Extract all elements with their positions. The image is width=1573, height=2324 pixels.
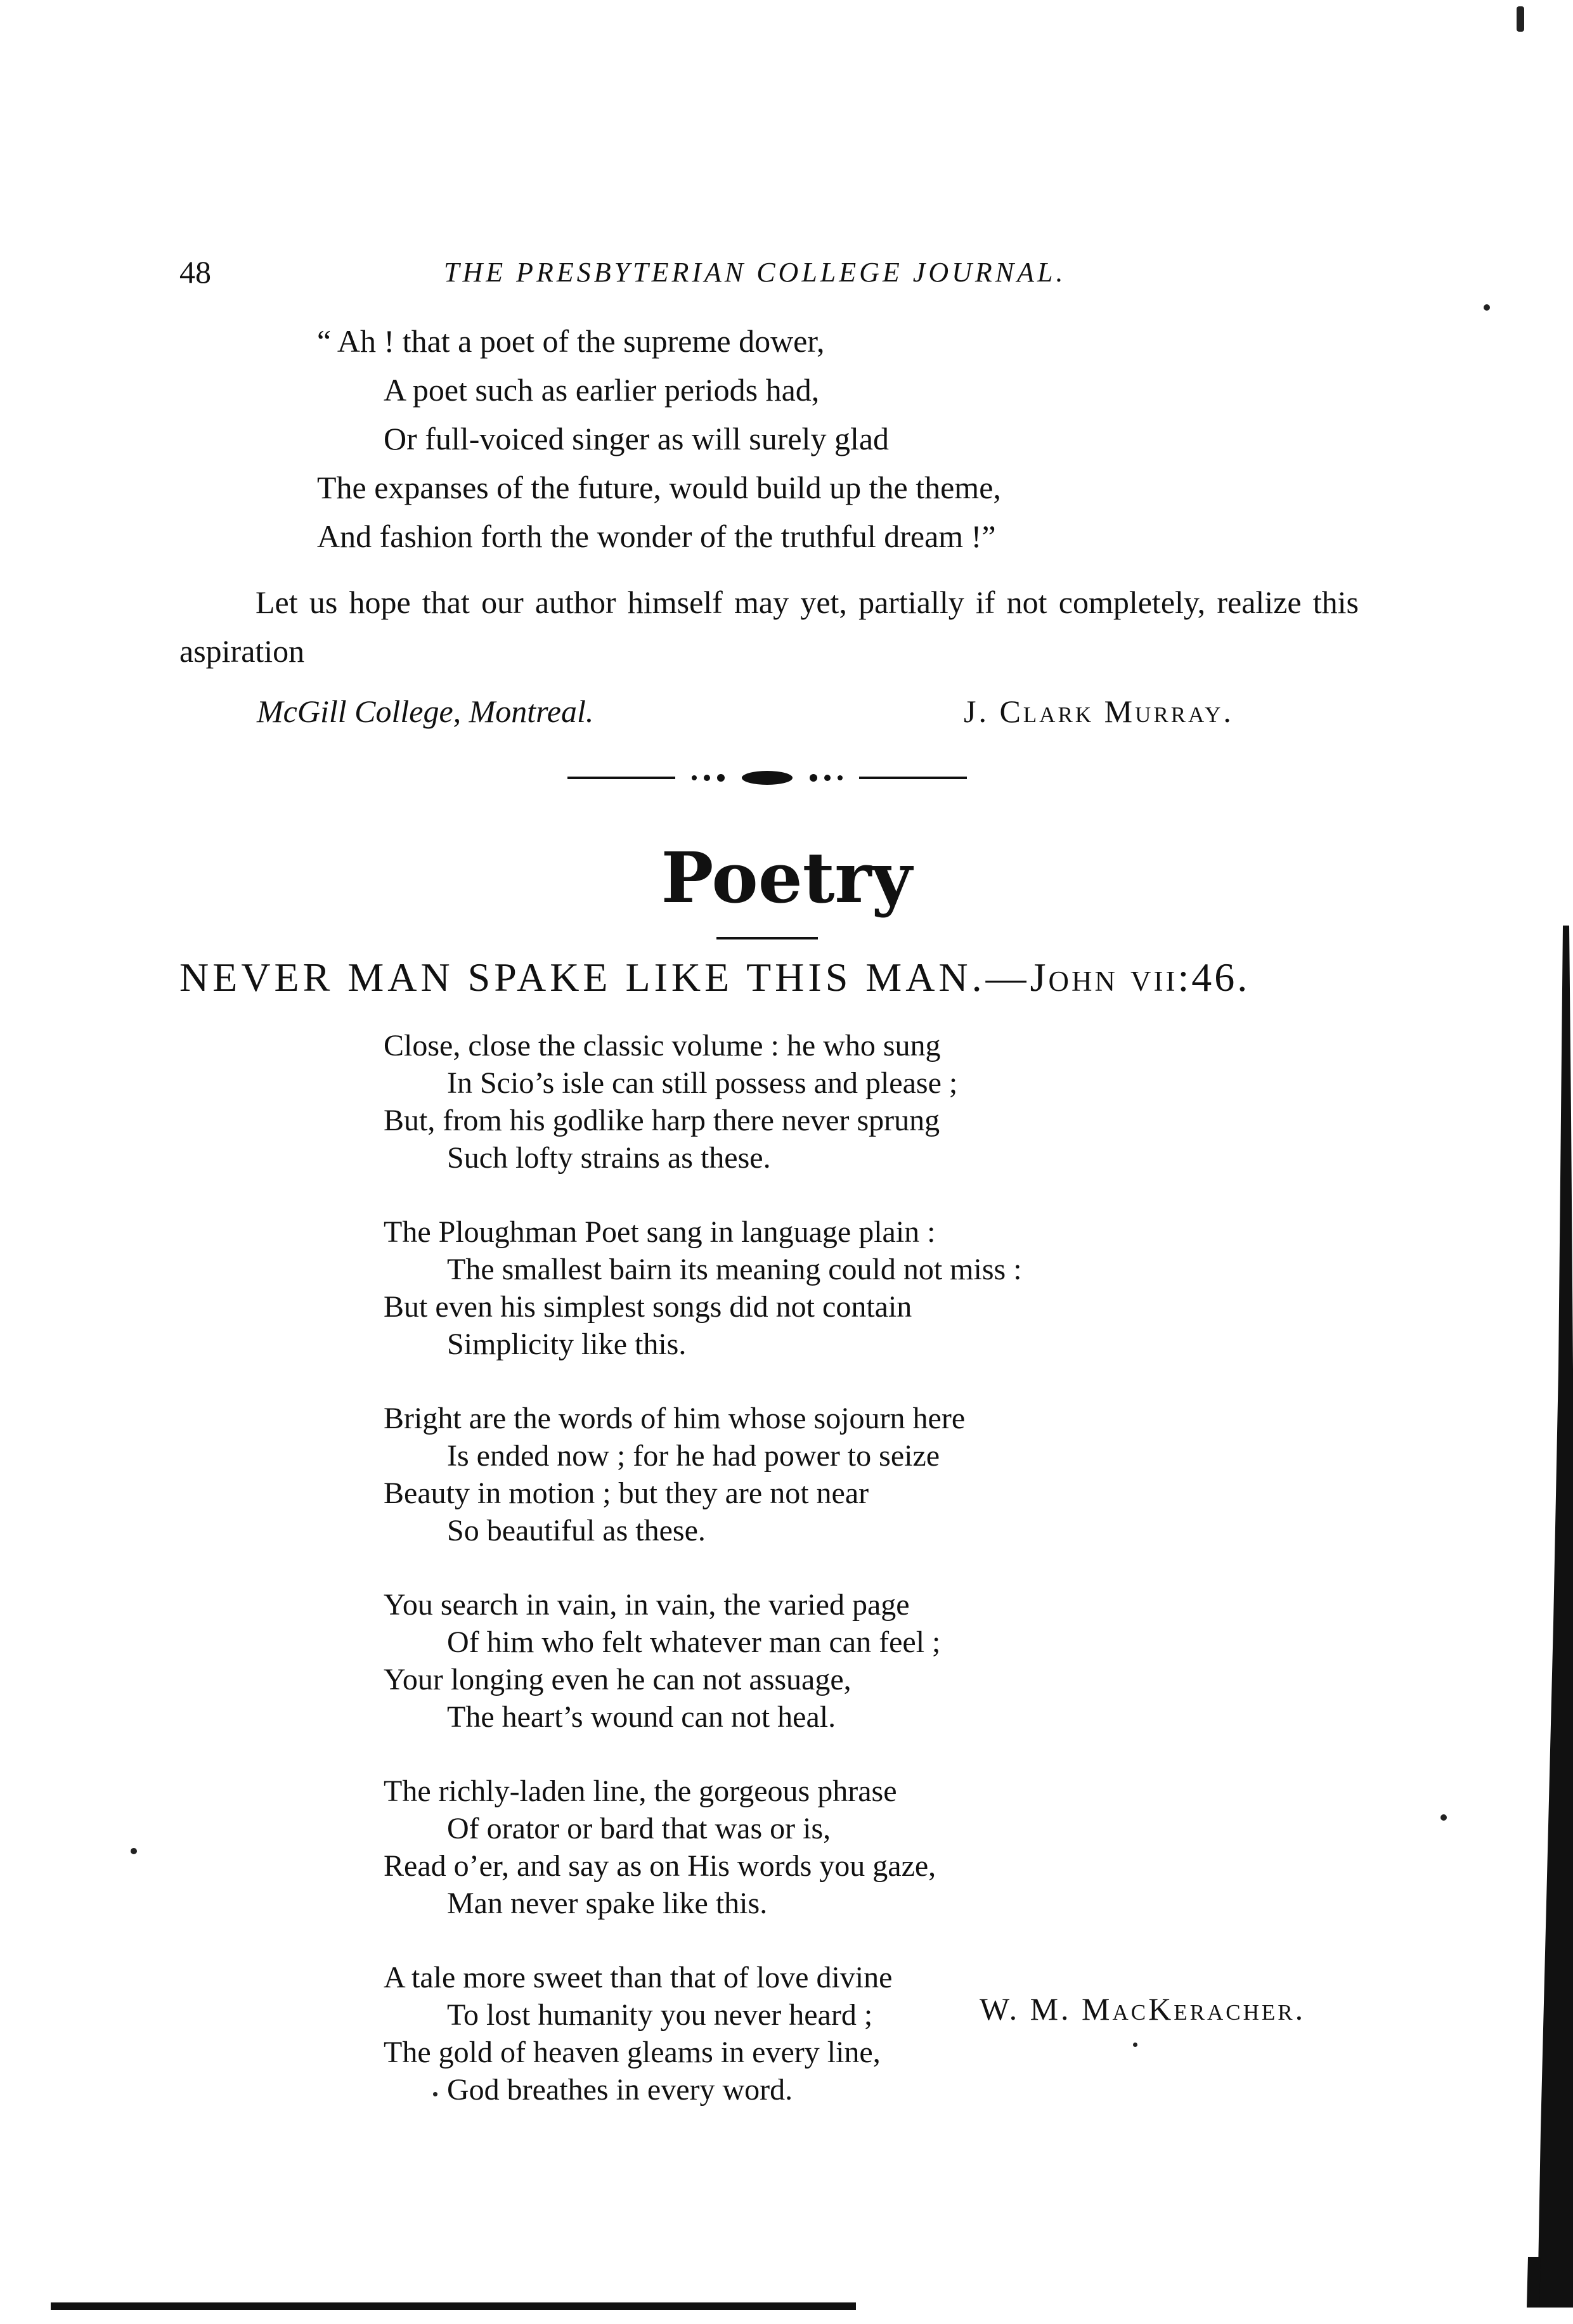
poem-line: But, from his godlike harp there never sprung [384, 1104, 940, 1137]
quote-line: Or full-voiced singer as will surely glad [384, 421, 890, 456]
running-title: THE PRESBYTERIAN COLLEGE JOURNAL. [444, 257, 1066, 288]
ink-speck [1517, 6, 1524, 32]
poem-line: So beautiful as these. [447, 1514, 706, 1547]
ornament-divider [567, 764, 967, 789]
poem-line: Of him who felt whatever man can feel ; [447, 1625, 941, 1659]
ink-speck [131, 1848, 137, 1854]
poem-title-main: NEVER MAN SPAKE LIKE THIS MAN.— [179, 955, 1030, 1000]
section-title: Poetry [661, 837, 912, 919]
poem-line: The smallest bairn its meaning could not miss : [447, 1253, 1022, 1286]
stanza [384, 1959, 1335, 2108]
page-number: 48 [179, 254, 211, 290]
poem-line: Simplicity like this. [447, 1327, 687, 1361]
ink-speck [1484, 304, 1490, 311]
signature-author: J. Clark Murray. [964, 694, 1234, 729]
poem-line: To lost humanity you never heard ; [447, 1998, 873, 2032]
quote-line: The expanses of the future, would build up the theme, [317, 470, 1001, 505]
ink-speck [1133, 2043, 1137, 2047]
quote-block [317, 317, 1268, 561]
poem-line: Your longing even he can not assuage, [384, 1663, 851, 1696]
poem-line: Of orator or bard that was or is, [447, 1812, 831, 1845]
poem-line: Bright are the words of him whose sojourn here [384, 1402, 966, 1435]
ink-speck [1440, 1814, 1447, 1821]
poem-title-reference: John vii:46. [1030, 955, 1250, 1000]
poem-line: Is ended now ; for he had power to seize [447, 1439, 940, 1473]
quote-line: A poet such as earlier periods had, [384, 372, 820, 408]
poem-line: Close, close the classic volume : he who sung [384, 1029, 941, 1062]
poem-line: Beauty in motion ; but they are not near [384, 1476, 869, 1510]
body-paragraph: Let us hope that our author himself may yet, partially if not completely, realize this aspiration [179, 584, 1359, 669]
poem-title [179, 954, 1250, 1001]
poem-line: The gold of heaven gleams in every line, [384, 2036, 881, 2069]
ink-speck [433, 2092, 437, 2096]
poem-author: W. M. MacKeracher. [980, 1991, 1306, 2027]
bottom-rule [51, 2301, 862, 2311]
quote-line: “ Ah ! that a poet of the supreme dower, [317, 323, 825, 359]
stanza [384, 1772, 1335, 1922]
poem-line: God breathes in every word. [447, 2073, 793, 2107]
stanza [384, 1027, 1335, 1177]
poem-line: Read o’er, and say as on His words you gaze, [384, 1849, 936, 1883]
signature-place: McGill College, Montreal. [257, 694, 594, 729]
poem-line: You search in vain, in vain, the varied page [384, 1588, 910, 1622]
title-rule [716, 937, 818, 939]
poem-line: The heart’s wound can not heal. [447, 1700, 836, 1734]
page-edge-shadow [1503, 926, 1573, 2308]
stanza [384, 1586, 1335, 1736]
poem-line: A tale more sweet than that of love divine [384, 1961, 893, 1994]
poem-line: Man never spake like this. [447, 1887, 768, 1920]
quote-line: And fashion forth the wonder of the truthful dream !” [317, 519, 996, 554]
stanza [384, 1213, 1335, 1363]
poem-line: In Scio’s isle can still possess and please ; [447, 1066, 958, 1100]
poem [384, 1027, 1335, 2145]
poem-line: But even his simplest songs did not contain [384, 1290, 912, 1324]
poem-line: The richly-laden line, the gorgeous phrase [384, 1774, 897, 1808]
poem-line: The Ploughman Poet sang in language plain : [384, 1215, 936, 1249]
stanza [384, 1400, 1335, 1549]
poem-line: Such lofty strains as these. [447, 1141, 771, 1175]
